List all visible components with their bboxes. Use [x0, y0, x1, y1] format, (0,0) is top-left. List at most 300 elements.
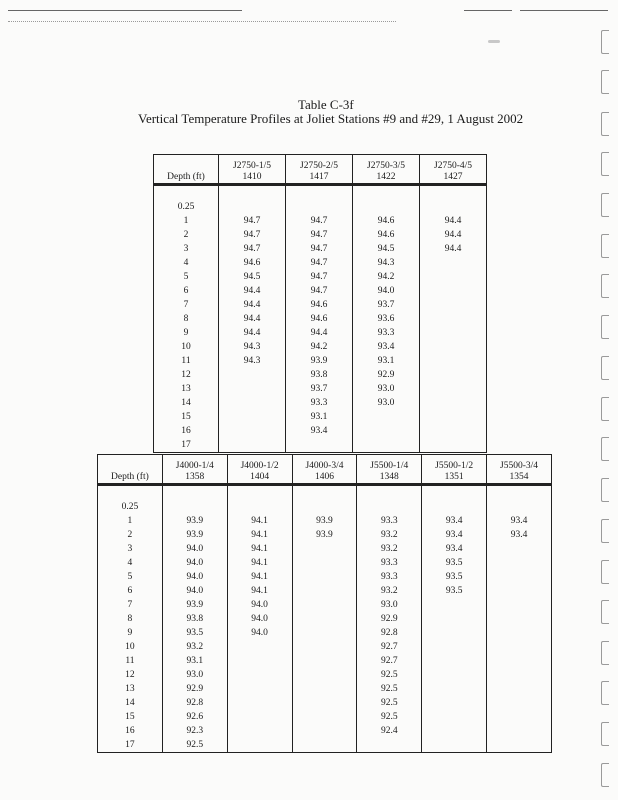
temperature-cell [420, 284, 487, 298]
temperature-cell: 93.0 [162, 668, 227, 682]
temperature-cell [422, 724, 487, 738]
temperature-cell [487, 668, 552, 682]
table-row [154, 270, 487, 284]
depth-cell: 16 [98, 724, 163, 738]
temperature-cell: 94.0 [227, 612, 292, 626]
depth-cell: 17 [154, 438, 219, 453]
depth-cell: 10 [154, 340, 219, 354]
depth-cell: 2 [98, 528, 163, 542]
temperature-cell [219, 200, 286, 214]
temperature-cell: 93.3 [357, 570, 422, 584]
temperature-cell: 94.7 [286, 242, 353, 256]
depth-cell: 1 [98, 514, 163, 528]
temperature-cell [420, 396, 487, 410]
binder-hole [601, 356, 609, 380]
temperature-cell: 93.4 [487, 514, 552, 528]
temperature-cell: 94.2 [353, 270, 420, 284]
temperature-cell [420, 410, 487, 424]
depth-cell: 14 [98, 696, 163, 710]
temperature-cell: 93.4 [487, 528, 552, 542]
binder-hole [601, 478, 609, 502]
temperature-cell [219, 396, 286, 410]
table-row [154, 228, 487, 242]
temperature-cell: 93.0 [353, 396, 420, 410]
temperature-cell [487, 654, 552, 668]
table-row [98, 668, 552, 682]
temperature-cell: 93.9 [162, 598, 227, 612]
depth-header: Depth (ft) [154, 155, 219, 184]
column-header [219, 155, 286, 184]
temperature-cell [219, 382, 286, 396]
station-label: J4000-1/4 [175, 461, 214, 471]
depth-cell: 12 [154, 368, 219, 382]
time-label: 1348 [379, 472, 399, 482]
station-label: J5500-3/4 [500, 461, 539, 471]
temperature-cell [227, 724, 292, 738]
temperature-cell: 92.5 [357, 668, 422, 682]
binder-hole [601, 519, 609, 543]
table-title: Table C-3f [298, 97, 354, 112]
temperature-cell [219, 438, 286, 453]
depth-cell: 8 [154, 312, 219, 326]
temperature-cell: 94.0 [162, 570, 227, 584]
depth-cell: 0.25 [98, 500, 163, 514]
table-body [98, 485, 552, 753]
temperature-cell: 93.5 [162, 626, 227, 640]
time-label: 1410 [242, 172, 262, 182]
temperature-cell: 94.7 [219, 228, 286, 242]
binder-hole [601, 315, 609, 339]
temperature-cell [422, 710, 487, 724]
table-row [98, 500, 552, 514]
temperature-cell: 93.6 [353, 312, 420, 326]
temperature-cell [422, 612, 487, 626]
temperature-cell: 94.6 [219, 256, 286, 270]
temperature-cell [487, 612, 552, 626]
temperature-cell [353, 438, 420, 453]
table-row [154, 410, 487, 424]
temperature-cell: 94.0 [227, 598, 292, 612]
temperature-cell: 94.7 [286, 256, 353, 270]
table-row [154, 284, 487, 298]
temperature-cell: 92.9 [357, 612, 422, 626]
temperature-cell [353, 200, 420, 214]
temperature-cell [420, 256, 487, 270]
temperature-cell [292, 612, 357, 626]
binder-hole [601, 234, 609, 258]
binder-hole [601, 193, 609, 217]
temperature-cell [227, 654, 292, 668]
temperature-cell [487, 710, 552, 724]
temperature-cell [227, 738, 292, 753]
temperature-cell: 93.1 [162, 654, 227, 668]
temperature-cell: 93.9 [292, 514, 357, 528]
column-header [353, 155, 420, 184]
depth-cell: 3 [98, 542, 163, 556]
temperature-cell: 94.6 [286, 298, 353, 312]
station-label: J2750-3/5 [367, 161, 405, 171]
temperature-cell: 94.5 [353, 242, 420, 256]
temperature-cell [487, 556, 552, 570]
depth-cell: 4 [154, 256, 219, 270]
binder-hole [601, 722, 609, 746]
temperature-cell [422, 626, 487, 640]
table-row [154, 368, 487, 382]
depth-cell: 1 [154, 214, 219, 228]
temperature-cell: 94.3 [219, 354, 286, 368]
temperature-cell [292, 724, 357, 738]
temperature-cell: 93.4 [422, 514, 487, 528]
station-label: J2750-1/5 [233, 161, 271, 171]
temperature-cell [227, 668, 292, 682]
time-label: 1351 [444, 472, 464, 482]
binder-hole [601, 641, 609, 665]
temperature-cell: 92.6 [162, 710, 227, 724]
column-header [422, 455, 487, 484]
column-header [357, 455, 422, 484]
temperature-cell: 94.4 [420, 228, 487, 242]
station-label: J5500-1/2 [435, 461, 474, 471]
top-rule-right [520, 10, 608, 11]
top-rule-middle [464, 10, 512, 11]
binder-hole [601, 70, 609, 94]
temperature-table-j2750 [153, 154, 487, 453]
time-label: 1422 [376, 172, 396, 182]
temperature-cell: 94.0 [353, 284, 420, 298]
binder-hole [601, 30, 609, 54]
temperature-cell: 94.4 [420, 214, 487, 228]
temperature-cell [487, 584, 552, 598]
table-row [98, 696, 552, 710]
temperature-cell: 92.5 [357, 682, 422, 696]
temperature-cell [487, 500, 552, 514]
temperature-cell [292, 570, 357, 584]
binder-hole [601, 112, 609, 136]
temperature-cell [292, 710, 357, 724]
temperature-cell [286, 200, 353, 214]
table-subtitle: Vertical Temperature Profiles at Joliet Stations #9 and #29, 1 August 2002 [138, 111, 524, 126]
time-label: 1406 [314, 472, 334, 482]
temperature-cell: 94.1 [227, 556, 292, 570]
temperature-cell: 94.4 [219, 284, 286, 298]
temperature-cell [292, 584, 357, 598]
temperature-cell [420, 270, 487, 284]
temperature-cell [292, 738, 357, 753]
temperature-cell: 93.3 [357, 556, 422, 570]
temperature-cell: 92.5 [357, 696, 422, 710]
depth-cell: 5 [154, 270, 219, 284]
depth-cell: 14 [154, 396, 219, 410]
temperature-cell [162, 500, 227, 514]
station-label: J2750-2/5 [300, 161, 338, 171]
table-row [98, 542, 552, 556]
table-row [154, 382, 487, 396]
temperature-cell [292, 556, 357, 570]
table-row [98, 612, 552, 626]
depth-cell: 13 [154, 382, 219, 396]
temperature-cell: 93.4 [422, 542, 487, 556]
temperature-cell [292, 598, 357, 612]
temperature-cell: 93.8 [286, 368, 353, 382]
temperature-cell: 94.4 [219, 326, 286, 340]
temperature-cell [420, 200, 487, 214]
temperature-cell: 94.7 [219, 214, 286, 228]
temperature-cell [420, 298, 487, 312]
table-row [154, 312, 487, 326]
temperature-cell: 94.1 [227, 514, 292, 528]
binder-hole [601, 681, 609, 705]
temperature-cell: 93.1 [353, 354, 420, 368]
table-body [154, 185, 487, 453]
table-row [154, 214, 487, 228]
table-row [154, 298, 487, 312]
temperature-cell: 93.2 [357, 542, 422, 556]
depth-cell: 8 [98, 612, 163, 626]
depth-cell: 2 [154, 228, 219, 242]
binder-hole [601, 763, 609, 787]
temperature-cell: 93.1 [286, 410, 353, 424]
column-header [286, 155, 353, 184]
temperature-cell: 93.9 [292, 528, 357, 542]
temperature-cell: 93.2 [357, 584, 422, 598]
binder-hole [601, 397, 609, 421]
temperature-cell: 94.3 [219, 340, 286, 354]
temperature-cell: 94.1 [227, 584, 292, 598]
temperature-cell: 94.1 [227, 528, 292, 542]
temperature-cell: 94.6 [353, 228, 420, 242]
station-label: J2750-4/5 [434, 161, 472, 171]
temperature-cell: 92.7 [357, 640, 422, 654]
temperature-cell: 94.1 [227, 542, 292, 556]
temperature-cell: 94.6 [353, 214, 420, 228]
depth-cell: 3 [154, 242, 219, 256]
temperature-cell: 93.3 [357, 514, 422, 528]
temperature-cell: 94.4 [286, 326, 353, 340]
depth-cell: 4 [98, 556, 163, 570]
time-label: 1427 [443, 172, 463, 182]
table-row [98, 724, 552, 738]
table-row [98, 738, 552, 753]
temperature-cell: 92.5 [357, 710, 422, 724]
temperature-cell: 94.7 [286, 270, 353, 284]
temperature-cell: 94.2 [286, 340, 353, 354]
temperature-cell [353, 410, 420, 424]
temperature-cell: 93.2 [162, 640, 227, 654]
binder-hole [601, 600, 609, 624]
temperature-cell [422, 654, 487, 668]
temperature-cell: 92.4 [357, 724, 422, 738]
temperature-cell: 92.3 [162, 724, 227, 738]
temperature-cell [292, 640, 357, 654]
temperature-cell [219, 424, 286, 438]
table-row [154, 354, 487, 368]
temperature-cell: 94.7 [286, 284, 353, 298]
temperature-cell: 93.4 [422, 528, 487, 542]
temperature-cell [487, 682, 552, 696]
temperature-cell [422, 738, 487, 753]
temperature-cell: 93.5 [422, 570, 487, 584]
scan-smudge [488, 40, 500, 43]
temperature-cell [227, 640, 292, 654]
temperature-cell: 93.8 [162, 612, 227, 626]
column-header [227, 455, 292, 484]
temperature-cell [292, 668, 357, 682]
temperature-cell [422, 682, 487, 696]
temperature-cell [420, 312, 487, 326]
temperature-table-j4000-j5500 [97, 454, 552, 753]
temperature-cell: 92.9 [162, 682, 227, 696]
temperature-cell [292, 626, 357, 640]
table-row [98, 556, 552, 570]
temperature-cell [420, 424, 487, 438]
temperature-cell [219, 368, 286, 382]
temperature-cell [227, 710, 292, 724]
temperature-cell: 93.7 [353, 298, 420, 312]
temperature-cell: 94.4 [420, 242, 487, 256]
depth-cell: 11 [154, 354, 219, 368]
depth-cell: 6 [154, 284, 219, 298]
depth-cell: 6 [98, 584, 163, 598]
table-row [98, 584, 552, 598]
depth-cell: 15 [98, 710, 163, 724]
table-row [98, 682, 552, 696]
temperature-cell: 92.9 [353, 368, 420, 382]
time-label: 1358 [185, 472, 205, 482]
depth-cell: 5 [98, 570, 163, 584]
depth-cell: 16 [154, 424, 219, 438]
depth-cell: 9 [98, 626, 163, 640]
depth-cell: 0.25 [154, 200, 219, 214]
temperature-cell [353, 424, 420, 438]
temperature-cell: 93.0 [357, 598, 422, 612]
temperature-cell [227, 500, 292, 514]
temperature-cell [422, 500, 487, 514]
depth-cell: 7 [154, 298, 219, 312]
dotted-rule [8, 21, 396, 22]
table-row [154, 256, 487, 270]
temperature-cell: 94.7 [219, 242, 286, 256]
station-label: J5500-1/4 [370, 461, 409, 471]
depth-cell: 17 [98, 738, 163, 753]
temperature-cell: 94.0 [162, 542, 227, 556]
table-row [154, 242, 487, 256]
table-row [98, 654, 552, 668]
depth-cell: 15 [154, 410, 219, 424]
temperature-cell [487, 724, 552, 738]
temperature-cell: 92.7 [357, 654, 422, 668]
temperature-cell [487, 626, 552, 640]
temperature-cell: 93.3 [353, 326, 420, 340]
temperature-cell: 94.4 [219, 298, 286, 312]
temperature-cell [487, 640, 552, 654]
table-row [154, 200, 487, 214]
time-label: 1417 [309, 172, 329, 182]
temperature-cell [487, 570, 552, 584]
temperature-cell [292, 654, 357, 668]
temperature-cell: 94.1 [227, 570, 292, 584]
column-header [292, 455, 357, 484]
temperature-cell: 93.2 [357, 528, 422, 542]
temperature-cell: 94.5 [219, 270, 286, 284]
binder-hole [601, 437, 609, 461]
temperature-cell [422, 598, 487, 612]
temperature-cell [487, 542, 552, 556]
temperature-cell: 94.6 [286, 312, 353, 326]
temperature-cell: 93.5 [422, 556, 487, 570]
temperature-cell: 93.4 [286, 424, 353, 438]
temperature-cell [422, 640, 487, 654]
depth-cell: 10 [98, 640, 163, 654]
temperature-cell [422, 696, 487, 710]
column-header [420, 155, 487, 184]
temperature-cell [420, 382, 487, 396]
temperature-cell [292, 500, 357, 514]
table-row [98, 570, 552, 584]
temperature-cell: 94.4 [219, 312, 286, 326]
column-header [487, 455, 552, 484]
temperature-cell [420, 340, 487, 354]
temperature-cell: 94.7 [286, 228, 353, 242]
depth-cell: 13 [98, 682, 163, 696]
temperature-cell [487, 738, 552, 753]
temperature-cell: 93.5 [422, 584, 487, 598]
temperature-cell: 93.9 [286, 354, 353, 368]
table-row [98, 514, 552, 528]
temperature-cell: 92.8 [357, 626, 422, 640]
table-row [98, 598, 552, 612]
temperature-cell [227, 682, 292, 696]
temperature-cell: 93.9 [162, 528, 227, 542]
temperature-cell [357, 738, 422, 753]
temperature-cell [292, 696, 357, 710]
temperature-cell [487, 696, 552, 710]
station-label: J4000-3/4 [305, 461, 344, 471]
depth-cell: 9 [154, 326, 219, 340]
temperature-cell [420, 438, 487, 453]
table-row [154, 396, 487, 410]
table-row [154, 424, 487, 438]
time-label: 1354 [509, 472, 529, 482]
temperature-cell: 93.7 [286, 382, 353, 396]
temperature-cell: 94.3 [353, 256, 420, 270]
temperature-cell: 92.8 [162, 696, 227, 710]
depth-cell: 12 [98, 668, 163, 682]
table-row [154, 438, 487, 453]
temperature-cell [292, 682, 357, 696]
temperature-cell [286, 438, 353, 453]
top-rule-left [8, 10, 242, 11]
temperature-cell: 94.0 [162, 584, 227, 598]
binder-hole [601, 274, 609, 298]
station-label: J4000-1/2 [240, 461, 279, 471]
temperature-cell [420, 368, 487, 382]
table-row [154, 326, 487, 340]
temperature-cell: 94.0 [162, 556, 227, 570]
temperature-cell: 92.5 [162, 738, 227, 753]
depth-header: Depth (ft) [98, 455, 163, 484]
temperature-cell [422, 668, 487, 682]
temperature-cell: 93.9 [162, 514, 227, 528]
time-label: 1404 [250, 472, 270, 482]
temperature-cell [227, 696, 292, 710]
temperature-cell [420, 326, 487, 340]
temperature-cell [219, 410, 286, 424]
temperature-cell: 94.7 [286, 214, 353, 228]
binder-hole [601, 560, 609, 584]
temperature-cell [292, 542, 357, 556]
column-header [162, 455, 227, 484]
table-row [154, 340, 487, 354]
